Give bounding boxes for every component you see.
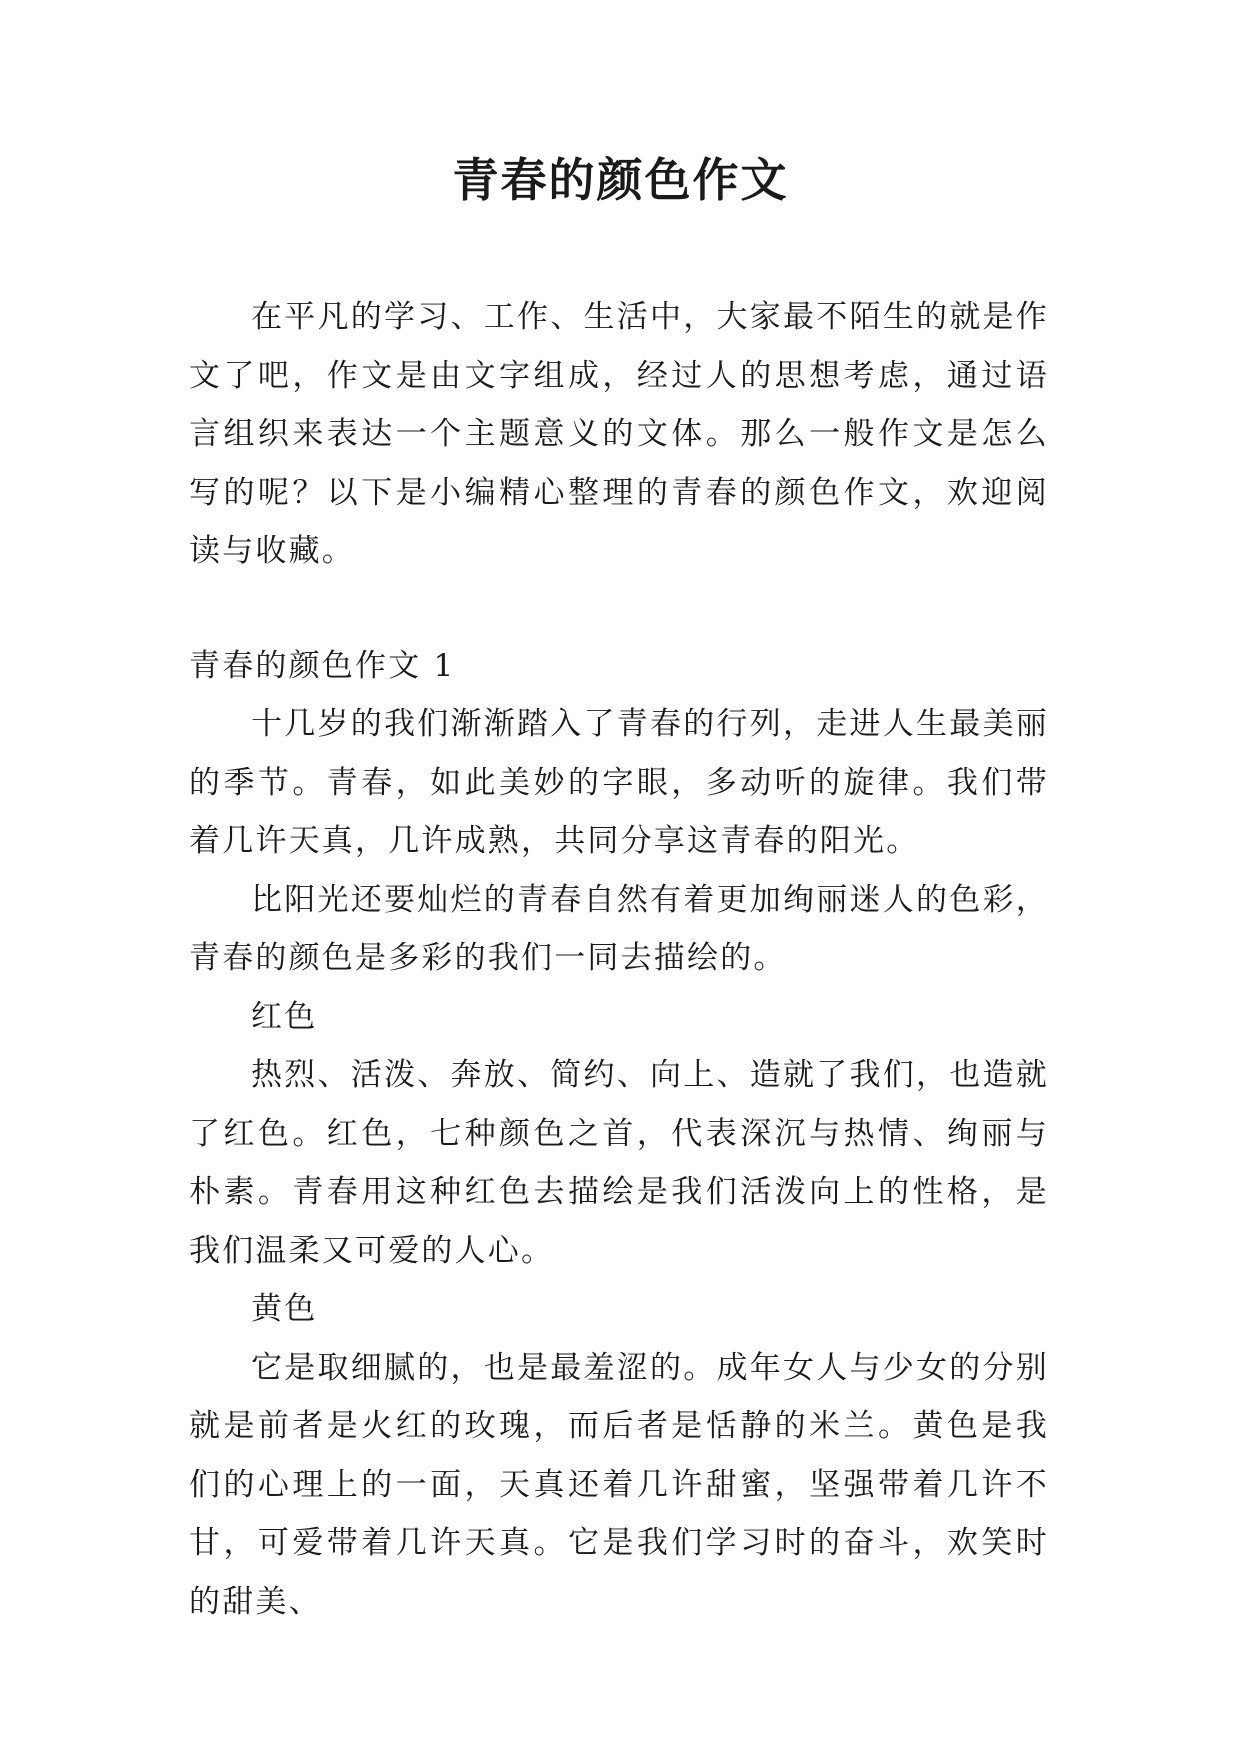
- body-paragraph: 它是取细腻的，也是最羞涩的。成年女人与少女的分别就是前者是火红的玫瑰，而后者是恬静的米兰。黄色是我们的心理上的一面，天真还着几许甜蜜，坚强带着几许不甘，可爱带着几许天真。它是我们学习时的奋斗，欢笑时的甜美、: [189, 1349, 1049, 1620]
- body-paragraph: 热烈、活泼、奔放、简约、向上、造就了我们，也造就了红色。红色，七种颜色之首，代表深沉与热情、绚丽与朴素。青春用这种红色去描绘是我们活泼向上的性格，是我们温柔又可爱的人心。: [189, 1057, 1049, 1269]
- document-title: 青春的颜色作文: [452, 153, 789, 207]
- body-paragraph: 十几岁的我们渐渐踏入了青春的行列，走进人生最美丽的季节。青春，如此美妙的字眼，多动听的旋律。我们带着几许天真，几许成熟，共同分享这青春的阳光。: [189, 706, 1049, 859]
- body-paragraph: 比阳光还要灿烂的青春自然有着更加绚丽迷人的色彩，青春的颜色是多彩的我们一同去描绘的。: [189, 881, 1049, 976]
- document-body: [189, 288, 1049, 1631]
- spacer: [189, 581, 1049, 637]
- intro-paragraph: 在平凡的学习、工作、生活中，大家最不陌生的就是作文了吧，作文是由文字组成，经过人的思想考虑，通过语言组织来表达一个主题意义的文体。那么一般作文是怎么写的呢？以下是小编精心整理的青春的颜色作文，欢迎阅读与收藏。: [189, 299, 1049, 569]
- section-heading: 青春的颜色作文 1: [189, 647, 456, 684]
- subheading-red: 红色: [251, 998, 318, 1035]
- subheading-yellow: 黄色: [251, 1291, 318, 1327]
